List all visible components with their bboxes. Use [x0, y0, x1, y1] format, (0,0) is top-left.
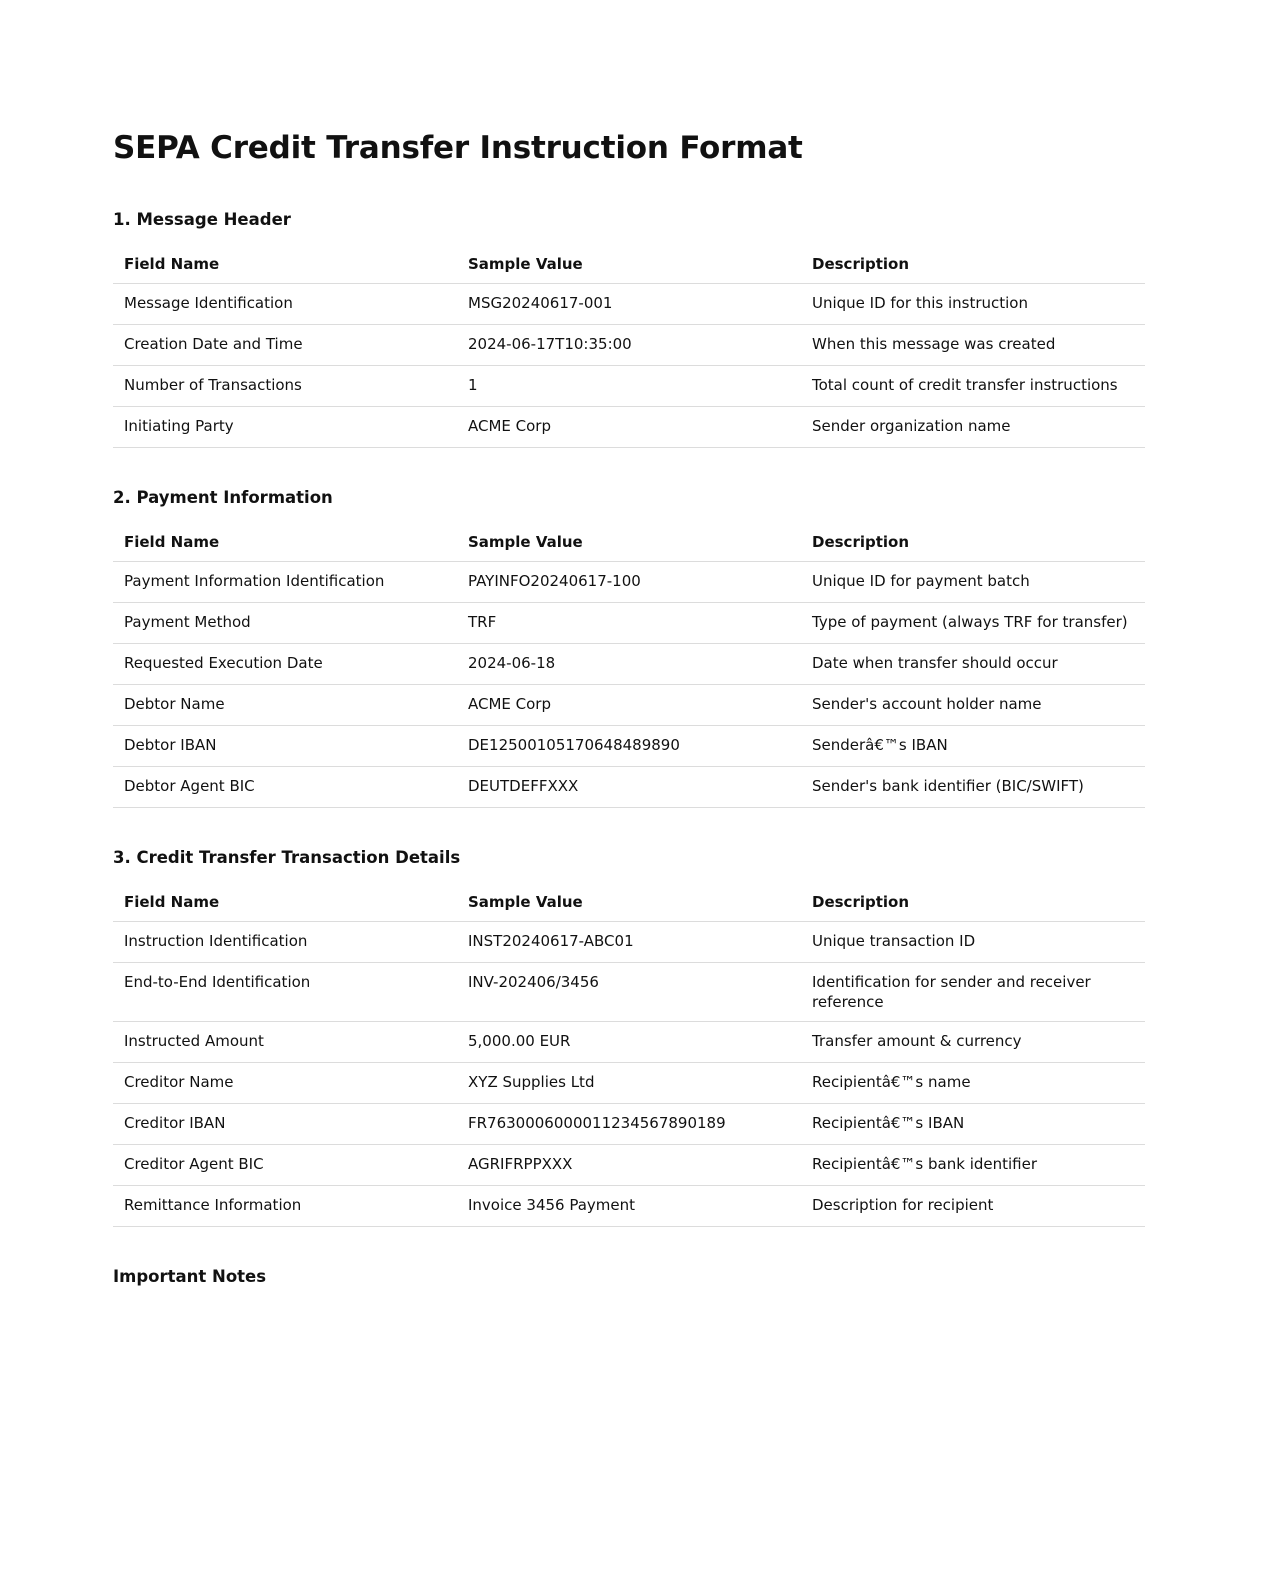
notes-heading: Important Notes [113, 1267, 267, 1286]
sample-value-cell: TRF [457, 603, 801, 644]
field-name-cell: Number of Transactions [113, 366, 457, 407]
sample-value-cell: 5,000.00 EUR [457, 1022, 801, 1063]
field-name-cell: Initiating Party [113, 407, 457, 448]
description-cell: Sender organization name [801, 407, 1145, 448]
field-name-cell: Instructed Amount [113, 1022, 457, 1063]
description-cell: Recipientâ€™s bank identifier [801, 1145, 1145, 1186]
description-cell: Identification for sender and receiver reference [801, 963, 1145, 1022]
field-name-cell: Requested Execution Date [113, 644, 457, 685]
column-header-description: Description [801, 883, 1145, 922]
table-row [113, 1063, 1145, 1104]
column-header-sample-value: Sample Value [457, 245, 801, 284]
sample-value-cell: ACME Corp [457, 407, 801, 448]
sample-value-cell: Invoice 3456 Payment [457, 1186, 801, 1227]
table-row [113, 366, 1145, 407]
description-cell: Sender's bank identifier (BIC/SWIFT) [801, 767, 1145, 808]
column-header-description: Description [801, 245, 1145, 284]
table-row [113, 963, 1145, 1022]
table-row [113, 1186, 1145, 1227]
column-header-sample-value: Sample Value [457, 523, 801, 562]
field-name-cell: Creation Date and Time [113, 325, 457, 366]
sample-value-cell: FR7630006000011234567890189 [457, 1104, 801, 1145]
column-header-field-name: Field Name [113, 245, 457, 284]
column-header-field-name: Field Name [113, 883, 457, 922]
table-row [113, 1145, 1145, 1186]
field-name-cell: Remittance Information [113, 1186, 457, 1227]
column-header-description: Description [801, 523, 1145, 562]
sample-value-cell: DEUTDEFFXXX [457, 767, 801, 808]
sample-value-cell: DE12500105170648489890 [457, 726, 801, 767]
field-name-cell: Debtor Agent BIC [113, 767, 457, 808]
description-cell: Description for recipient [801, 1186, 1145, 1227]
field-name-cell: End-to-End Identification [113, 963, 457, 1022]
description-cell: Recipientâ€™s name [801, 1063, 1145, 1104]
page-title: SEPA Credit Transfer Instruction Format [113, 130, 803, 166]
sample-value-cell: AGRIFRPPXXX [457, 1145, 801, 1186]
description-cell: When this message was created [801, 325, 1145, 366]
table-row [113, 767, 1145, 808]
section-heading: 2. Payment Information [113, 488, 333, 507]
description-cell: Type of payment (always TRF for transfer) [801, 603, 1145, 644]
sample-value-cell: INST20240617-ABC01 [457, 922, 801, 963]
table-row [113, 603, 1145, 644]
sample-value-cell: ACME Corp [457, 685, 801, 726]
description-cell: Recipientâ€™s IBAN [801, 1104, 1145, 1145]
table-row [113, 726, 1145, 767]
description-cell: Unique ID for payment batch [801, 562, 1145, 603]
sample-value-cell: MSG20240617-001 [457, 284, 801, 325]
field-table [113, 245, 1145, 448]
sample-value-cell: 1 [457, 366, 801, 407]
description-cell: Date when transfer should occur [801, 644, 1145, 685]
section-heading: 1. Message Header [113, 210, 291, 229]
field-name-cell: Payment Method [113, 603, 457, 644]
field-name-cell: Creditor Agent BIC [113, 1145, 457, 1186]
table-header-row [113, 883, 1145, 922]
field-name-cell: Instruction Identification [113, 922, 457, 963]
description-cell: Unique transaction ID [801, 922, 1145, 963]
field-name-cell: Debtor IBAN [113, 726, 457, 767]
description-cell: Unique ID for this instruction [801, 284, 1145, 325]
table-row [113, 644, 1145, 685]
field-name-cell: Debtor Name [113, 685, 457, 726]
sections-container [113, 208, 1144, 1227]
field-table [113, 523, 1145, 808]
sample-value-cell: PAYINFO20240617-100 [457, 562, 801, 603]
table-row [113, 562, 1145, 603]
field-name-cell: Creditor Name [113, 1063, 457, 1104]
sample-value-cell: XYZ Supplies Ltd [457, 1063, 801, 1104]
table-row [113, 685, 1145, 726]
section-2 [113, 486, 1144, 808]
table-row [113, 922, 1145, 963]
field-name-cell: Payment Information Identification [113, 562, 457, 603]
table-header-row [113, 523, 1145, 562]
table-row [113, 284, 1145, 325]
section-heading: 3. Credit Transfer Transaction Details [113, 848, 461, 867]
description-cell: Sender's account holder name [801, 685, 1145, 726]
field-name-cell: Creditor IBAN [113, 1104, 457, 1145]
table-header-row [113, 245, 1145, 284]
section-3 [113, 846, 1144, 1227]
description-cell: Senderâ€™s IBAN [801, 726, 1145, 767]
field-name-cell: Message Identification [113, 284, 457, 325]
table-row [113, 1022, 1145, 1063]
field-table [113, 883, 1145, 1227]
table-row [113, 407, 1145, 448]
table-row [113, 1104, 1145, 1145]
sample-value-cell: INV-202406/3456 [457, 963, 801, 1022]
column-header-field-name: Field Name [113, 523, 457, 562]
sample-value-cell: 2024-06-17T10:35:00 [457, 325, 801, 366]
table-row [113, 325, 1145, 366]
column-header-sample-value: Sample Value [457, 883, 801, 922]
sample-value-cell: 2024-06-18 [457, 644, 801, 685]
description-cell: Transfer amount & currency [801, 1022, 1145, 1063]
section-1 [113, 208, 1144, 448]
description-cell: Total count of credit transfer instructions [801, 366, 1145, 407]
